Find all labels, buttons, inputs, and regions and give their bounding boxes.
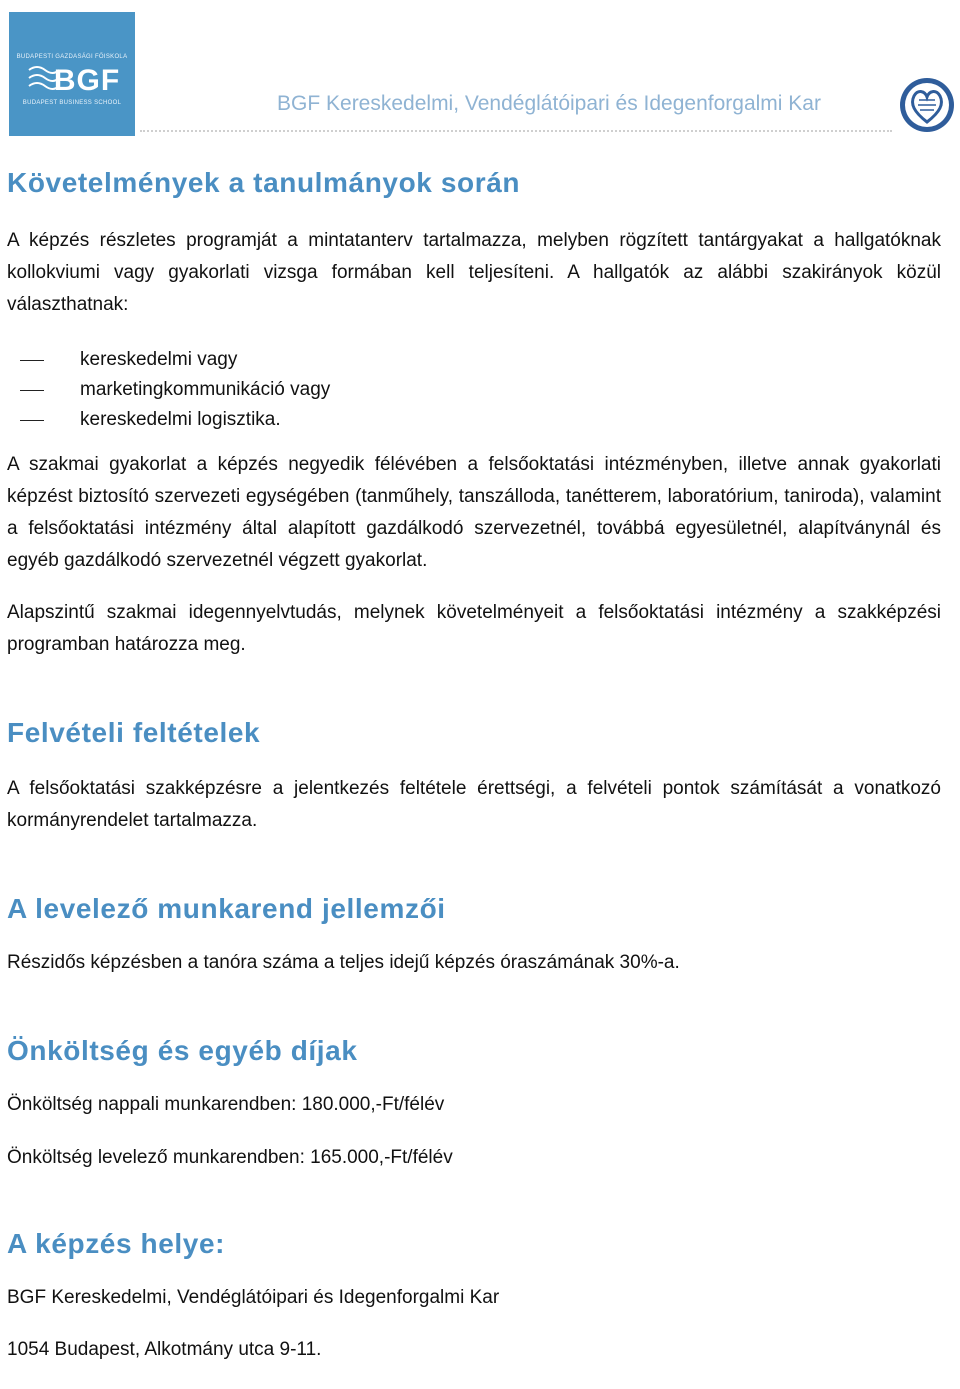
admission-paragraph: A felsőoktatási szakképzésre a jelentkezés feltétele érettségi, a felvételi pontok számítását a vonatkozó kormányrendelet tartalmazza. [7,778,941,831]
section-title-admission: Felvételi feltételek [7,717,261,748]
fee-fulltime: Önköltség nappali munkarendben: 180.000,-Ft/félév [7,1094,445,1115]
logo-tagline: BUDAPESTI GAZDASÁGI FŐISKOLA [16,54,128,60]
section-title-location: A képzés helye: [7,1228,226,1259]
practice-paragraph: A szakmai gyakorlat a képzés negyedik félévében a felsőoktatási intézményben, illetve annak gyakorlati képzést biztosító szervezeti egységében (tanműhely, tanszálloda, tanétterem, laboratórium, taniroda), valamint a felsőoktatási intézmény által alapított gazdálkodó szervezetnél, továbbá egyesületnél, alapítványnál és egyéb gazdálkodó szervezetnél végzett gyakorlat. [7,454,941,571]
list-item [7,405,941,435]
requirements-intro: A képzés részletes programját a mintatanterv tartalmazza, melyben rögzített tantárgyakat a hallgatóknak kollokviumi vagy gyakorlati vizsga formában kell teljesíteni. A hallgatók az alábbi szakirányok közül választhatnak: [7,230,941,315]
section-title-correspondence: A levelező munkarend jellemzői [7,893,446,924]
location-address: 1054 Budapest, Alkotmány utca 9-11. [7,1339,322,1360]
logo-brand: BGF [53,64,121,97]
list-item [7,345,941,375]
dash-bullet-icon [20,390,44,391]
correspondence-paragraph: Részidős képzésben a tanóra száma a teljes idejű képzés óraszámának 30%-a. [7,952,680,973]
language-paragraph: Alapszintű szakmai idegennyelvtudás, melynek követelményeit a felsőoktatási intézmény a szakképzési programban határozza meg. [7,602,941,655]
fee-parttime: Önköltség levelező munkarendben: 165.000,-Ft/félév [7,1147,453,1168]
list-item [7,375,941,405]
specialization-list [7,345,941,435]
dash-bullet-icon [20,360,44,361]
location-institution: BGF Kereskedelmi, Vendéglátóipari és Idegenforgalmi Kar [7,1287,500,1308]
specialization-label: kereskedelmi vagy [80,349,238,370]
dash-bullet-icon [20,420,44,421]
specialization-label: kereskedelmi logisztika. [80,409,281,430]
header-title: BGF Kereskedelmi, Vendéglátóipari és Idegenforgalmi Kar [277,92,821,115]
section-title-fees: Önköltség és egyéb díjak [7,1035,358,1066]
page-header [0,0,960,140]
specialization-label: marketingkommunikáció vagy [80,379,331,400]
bgf-logo-icon [9,12,135,136]
faculty-emblem-icon [898,76,956,134]
page-content [7,165,941,1366]
logo-subbrand: BUDAPEST BUSINESS SCHOOL [22,100,122,106]
section-title-requirements: Követelmények a tanulmányok során [7,167,521,198]
header-divider [140,130,892,132]
